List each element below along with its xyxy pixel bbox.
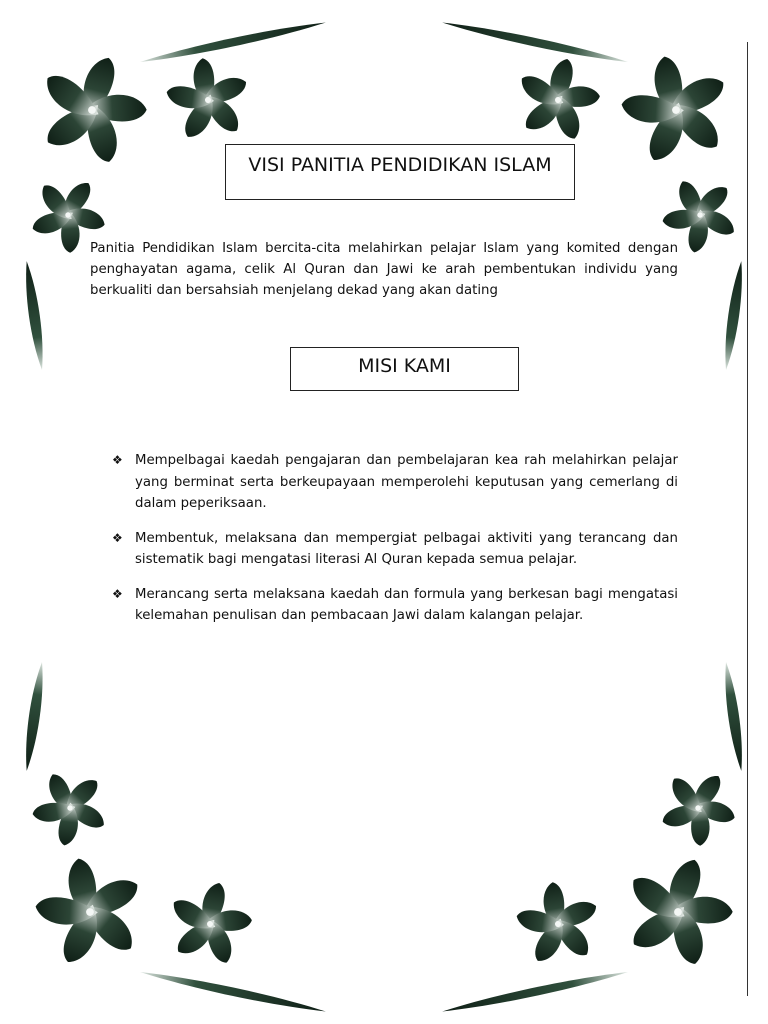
diamond-bullet-icon: ❖ xyxy=(112,453,123,467)
mission-item-text: Mempelbagai kaedah pengajaran dan pembelajaran kea rah melahirkan pelajar yang berminat serta berkeupayaan memperolehi keputusan yang cemerlang di dalam peperiksaan. xyxy=(135,453,678,511)
vision-paragraph: Panitia Pendidikan Islam bercita-cita melahirkan pelajar Islam yang komited dengan penghayatan agama, celik Al Quran dan Jawi ke arah pembentukan individu yang berkualiti dan bersahsiah menjelang dekad yang akan dating xyxy=(90,241,678,298)
mission-item-text: Merancang serta melaksana kaedah dan formula yang berkesan bagi mengatasi kelemahan penulisan dan pembacaan Jawi dalam kalangan pelajar. xyxy=(135,586,678,623)
mission-title-box xyxy=(290,347,519,391)
vision-title-box xyxy=(225,144,575,200)
vision-title: VISI PANITIA PENDIDIKAN ISLAM xyxy=(248,154,552,176)
diamond-bullet-icon: ❖ xyxy=(112,530,123,545)
mission-item-text: Membentuk, melaksana dan mempergiat pelbagai aktiviti yang terancang dan sistematik bagi mengatasi literasi Al Quran kepada semua pelajar. xyxy=(135,530,678,567)
list-item xyxy=(112,528,678,571)
mission-title: MISI KAMI xyxy=(358,355,451,377)
diamond-bullet-icon: ❖ xyxy=(112,586,123,601)
frangipani-flower-icon xyxy=(17,661,326,1015)
frangipani-flower-icon xyxy=(441,661,750,1015)
list-item xyxy=(112,450,678,515)
mission-list xyxy=(112,450,678,640)
list-item xyxy=(112,584,678,627)
